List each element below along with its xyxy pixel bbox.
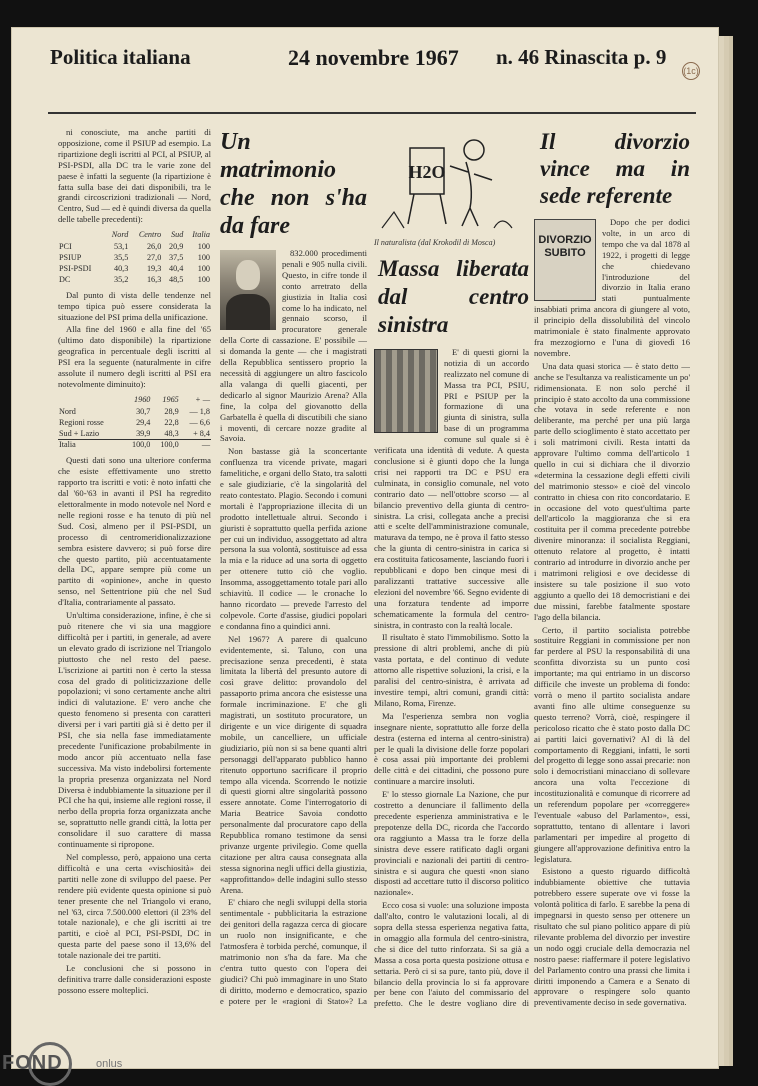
table-row: Sud + Lazio 39,9 48,3 + 8,4: [59, 428, 210, 438]
paragraph: Nel 1967? A parere di qualcuno evidentemente, sì. Taluno, con una precisazione senza precedenti, è stata limitata la libertà del presunto autore di così grave delitto: provandolo del passaporto prima ancora che esistesse una formale incriminazione. E' che gli magistrati, un sostituto procuratore, un dirigente e un vice dirigente di squadra mobile, un cancelliere, un ufficiale giudiziario, più non si sa bene quanti altri personaggi dell'apparato pubblico hanno ritenuto opportuno sacrificare il proprio tempo alla vicenda. Scorrendo le notizie di questi giorni altre singolarità possono essere annotate. Come l'interrogatorio di Maria Beatrice Savoia condotto personalmente dal procuratore capo della Repubblica romano testimone da sensi privanze urgente privilegio. Come quella citazione per altra causa consegnata alla stessa signorina negli uffici della giustizia, «approfittando» delle indagini sullo stesso Arena.: [220, 633, 367, 895]
table-row: PSI-PSDI 40,3 19,3 40,4 100: [59, 263, 210, 273]
table-row: Regioni rosse 29,4 22,8 — 6,6: [59, 417, 210, 427]
paragraph: Le conclusioni che si possono in definitiva trarre dalle considerazioni esposte possono essere molteplici.: [58, 963, 211, 995]
paragraph: Esistono a questo riguardo difficoltà indubbiamente obiettive che tuttavia potrebbero essere superate ove vi fosse la volontà politica di farlo. E sarebbe la pena di impegnarsi in questo senso per ottenere un risultato che sul piano politico appare di più rilevante problema del divorzio per investire un nodo oggi cruciale della democrazia nel nostro paese: riaffermare il potere legislativo del Parlamento contro una prassi che limita i diritti imponendo a Camera e a Senato di approvare o respingere solo quanto preventivamente deciso in sede governativa.: [534, 866, 690, 1008]
paragraph: Una data quasi storica — è stato detto — anche se l'esultanza va realisticamente un po' ridimensionata. E non solo perché il principio è stato accolto da una commissione che votava in sede referente e non deliberante, ma perché per una più larga parte dello scioglimento è stato accettato per i soli matrimoni civili. Resta intatti da approvare l'ultimo comma dell'articolo 1 quello in cui si dichiara che il divorzio «determina la cessazione degli effetti civili del matrimonio stesso» e cioè del vincolo contratto in chiesa con rito concordatario. E in occasione del voto quest'ultima parte dell'articolo la maggioranza che si era costituita per il comma precedente potrebbe divenire minoranza: il socialista Reggiani, ottenuto relatore al progetto, è intatti contrario ad introdurre in divorzio anche per i matrimoni religiosi e ove decidesse di insistere su tale posizione il suo voto aggiunto a quello dei 18 democristiani e dei due missini, farebbe fatalmente spostare l'ago della bilancia.: [534, 360, 690, 622]
column-divorzio: [534, 128, 690, 1008]
portrait-photo: [220, 250, 276, 330]
paragraph: Dopo che per dodici volte, in un arco di tempo che va dal 1878 al 1922, i progetti di legge che chiedevano l'introduzione del divorzio in Italia erano stati puntualmente insabbiati prima ancora di giungere al voto, il principio della dissolubilità del vincolo matrimoniale è stato finalmente approvato fra mezzogiorno e l'una di giovedì 16 novembre.: [534, 217, 690, 358]
paragraph: E' di questi giorni la notizia di un accordo realizzato nel comune di Massa tra PCI, PSIU, PRI e PSIUP per la formazione di una giunta di sinistra, sulla base di un programma comune sul quale si è verificata una identità di vedute. A questa conclusione si è giunti dopo che la lunga crisi nei rapporti tra DC e PSU era culminata, in consiglio comunale, nel voto contrario dato — nell'ottobre scorso — al bilancio preventivo della giunta di centro-sinistra. La crisi, collegata anche a precisi atti e scelte dell'amministrazione comunale, maturava da tempo, ne è prova il fatto stesso che la giunta di centro-sinistra in carica si era costituita faticosamente, lasciando fuori i repubblicani e dopo ben cinque mesi di paralizzanti trattative successive alle elezioni del novembre '66. Segno evidente di una forzatura tendente ad imporre schematicamente la formula del centro-sinistra, in contrasto con la realtà locale.: [374, 346, 529, 630]
paragraph: ni conosciute, ma anche partiti di opposizione, come il PSIUP ad esempio. La ripartizione degli iscritti al PCI, al PSIUP, al PSI-PSDI, alla DC tra le varie zone del paese è infatti la seguente (la ripartizione è fatta sulla base dei dati disponibili, tra le grandi circoscrizioni tradizionali — Nord, Centro, Sud — ed è quindi diversa da quella delle tabelle precedenti):: [58, 127, 211, 225]
cartoon-label: H2O: [408, 162, 446, 182]
table-header: Italia: [192, 230, 210, 240]
table-total-row: Italia 100,0 100,0 —: [59, 440, 210, 450]
table-row: PSIUP 35,5 27,0 37,5 100: [59, 252, 210, 262]
table-row: PCI 53,1 26,0 20,9 100: [59, 242, 210, 252]
table-header: Centro: [138, 230, 162, 240]
table-header: Nord: [111, 230, 129, 240]
poster-text: DIVORZIO SUBITO: [538, 234, 592, 259]
paragraph: Il risultato è stato l'immobilismo. Sotto la pressione di altri problemi, anche di più vasta portata, e del continuo di vedute attorno alle rispettive soluzioni, la crisi, e la paralisi del centro-sinistra, è arrivata ad investire tempi, altri comuni, grandi città: Milano, Roma, Firenze.: [374, 632, 529, 708]
table-header: [58, 229, 104, 242]
watermark-text: FOND: [2, 1052, 63, 1074]
paragraph: Non bastasse già la sconcertante confluenza tra vicende private, magari famelitiche, e organi dello Stato, tra salotti e sale giudiziarie, c'è la singolarità del reato contestato. Plagio. Secondo i comuni mortali è l'appropriazione illecita di un prodotto intellettuale altrui. Secondo i giuristi è soprattutto quella perfida azione per cui un individuo, assoggettato ad altra persona la sua volontà, sostituisce ad essa la mia e la riduce ad una sorta di oggetto per ottenere tutto ciò che voglio. Insomma, assoggettamento totale pari allo schiavitù. Il codice — le cronache lo hanno ricordato — prevede l'arresto del colpevole. Corte d'assise, giudici popolari e condanna fino a quindici anni.: [220, 446, 367, 631]
column-left: [58, 127, 211, 997]
paragraph: E' lo stesso giornale La Nazione, che pur costretto a denunciare il fallimento della precedente esperienza amministrativa e le prepotenze della DC, ricorda che l'accordo ora raggiunto a Massa tra le forze della sinistra deve essere ratificato dagli organi provinciali e nazionali dei partiti di centro-sinistra e si augura che questi «non siano disposti ad accettare tutto il discorso politico nazionale».: [374, 789, 529, 898]
paragraph: Alla fine del 1960 e alla fine del '65 (ultimo dato disponibile) la ripartizione geografica in percentuale degli iscritti al PSI era la seguente (naturalmente in cifre assolute il numero degli iscritti al PSI era notevolmente diminuito):: [58, 324, 211, 389]
column-matrimonio: [220, 128, 367, 1008]
psi-trend-table: 1960 1965 + — Nord 30,7 28,9 — 1,8 Regioni rosse 29,4 22,8 — 6,6 Sud + Lazio 39,9 48,3 + 8,4 Italia 100,0 100,0 —: [59, 394, 210, 450]
paragraph: Nel complesso, però, appaiono una certa difficoltà e una certa «vischiosità» dei partiti nelle zone di sviluppo del paese. Per rendere più evidente questa opinione si può tener presente che nel Triangolo vi erano, nel '63, circa 7.500.000 elettori (il 23% del totale nazionale), e che gli iscritti ai tre partiti, e cioè al PCI, PSI-PSDI, DC in questa parte del paese sono il 13,6% del totale nazionale dei tre partiti.: [58, 852, 211, 961]
article-title-massa: Massa liberata dal centro sinistra: [378, 255, 529, 337]
cartoon-illustration: [374, 128, 519, 236]
table-row: Nord 30,7 28,9 — 1,8: [59, 406, 210, 416]
building-photo: [374, 349, 438, 433]
article-title-matrimonio: Un matrimonio che non s'ha da fare: [220, 129, 367, 239]
article-title-divorzio: Il divorzio vince ma in sede referente: [540, 129, 690, 208]
table-row: DC 35,2 16,3 48,5 100: [59, 274, 210, 284]
paragraph: Questi dati sono una ulteriore conferma che esiste effettivamente uno stretto rapporto tra iscritti e voti: è noto infatti che dal '60-'63 in avanti il PSI ha regredito elettoralmente in modo notevole nel Nord e nelle regioni rosse e ha tenuto di più nel Sud. Così, almeno per il PSI-PSDI, un processo di centromeridionalizzazione sembra esistere davvero; si può forse dire che questo partito, più accentuatamente della DC, appare sempre più come un partito di «opinione», anche in questo senso, nel Settentrione più che nel Sud d'Italia, contrariamente al passato.: [58, 455, 211, 608]
paragraph: Certo, il partito socialista potrebbe sostituire Reggiani in commissione per non far perdere al PSU la responsabilità di una sconfitta divorzista su un punto così importante; ma qui entriamo in un discorso difficile che investe un problema di fondo: vorrà o meno il partito socialista andare avanti fino alle ultime conseguenze su questo terreno? Vorrà, cioè, respingere il pericoloso ricatto che è stato posto dalla DC ai partiti laici governativi? Al di là del comportamento di Reggiani, infatti, le sorti del progetto di legge sono assai precarie: non solo i democristiani minacciano di sollevare ancora una volta l'eccezione di incostituzionalità e comunque di ricorrere ad un referendum popolare per «correggere» l'eventuale «abuso del Parlamento», essi, soprattutto, tentano di allentare i lavori parlamentari per impedire al progetto di giungere all'approvazione definitiva entro la legislatura.: [534, 624, 690, 864]
page-edge: [729, 36, 733, 1066]
paragraph: Ma l'esperienza sembra non voglia insegnare niente, soprattutto alle forze della destra (esterna ed interna al centro-sinistra) per le quali la divisione delle forze popolari è cosa assai più importante dei problemi delle città e dei cittadini, che possono pure continuare a marcire insoluti.: [374, 710, 529, 787]
watermark-onlus: onlus: [96, 1058, 123, 1070]
column-massa: [374, 128, 529, 1008]
page-header: [50, 45, 690, 75]
paragraph: Un'ultima considerazione, infine, è che si può ritenere che vi sia una maggiore difficoltà per i partiti, in generale, ad avere un elevato grado di iscrizione nel Triangolo piuttosto che nel resto del paese. L'iscrizione ai partiti non è certo la stessa cosa del grado di politicizzazione delle popolazioni; vi sono certamente anche altri indici di valutazione. E' vero anche che questo fenomeno si presenta con caratteri diversi per i vari partiti già si è detto per il PSI, che sia nella fase immediatamente precedente l'unificazione probabilmente in modo ancor più accentuato nella fase successiva. Ma visto indebolirsi fortemente la propria presenza organizzata nel Nord Diversa è indubbiamente la situazione per il PCI che ha qui, insieme alle regioni rosse, il nerbo della propria forza organizzata anche se, soprattutto nelle grandi città, la lotta per consolidare il suo carattere di massa continuamente si ripropone.: [58, 610, 211, 850]
paragraph: 832.000 procedimenti penali e 905 nulla civili. Questo, in cifre tonde il conto arretrato della giustizia in Italia così come lo ha indicato, nel gennaio scorso, il procuratore generale della Corte di cassazione. E' possibile — si domanda la gente — che i magistrati della Repubblica sentissero proprio la necessità di aggiungere un altro fascicolo alla valanga di quelli giacenti, per dedicarlo al signor Maurizio Arena? Alla fine, la colpa del giovanotto della Garbatella è quella di discutibili che siano i moventi, di cercare nozze gradite al Savoia.: [220, 248, 367, 444]
protest-poster-photo: [534, 219, 596, 301]
paragraph: Ecco cosa si vuole: una soluzione imposta dall'alto, contro le valutazioni locali, al di sopra della stessa esperienza negativa fatta, in omaggio alla formula del centro-sinistra, che si dice del tutto rinforzata. Si sa già a Massa a cosa porta questa posizione ottusa e settaria. Però ci si sa pure, tanto più, dove il bilancio della provincia lo si fa approvare per bene con l'aiuto del commissario del prefetto. Che le destre vogliano dire di: [374, 900, 529, 1008]
section-title: Politica italiana: [50, 45, 191, 69]
party-distribution-table: [58, 229, 211, 286]
issue-date: 24 novembre 1967: [288, 45, 459, 70]
issue-number: n. 46 Rinascita p. 9: [496, 45, 667, 69]
header-rule: [48, 112, 696, 114]
table-header: Sud: [171, 230, 184, 240]
paragraph: Dal punto di vista delle tendenze nel tempo tipica può essere considerata la situazione del PSI prima della unificazione.: [58, 289, 211, 322]
paragraph: E' chiaro che negli sviluppi della storia sentimentale - pubblicitaria la estrazione dei genitori della ragazza cerca di giocare un ruolo non insignificante, e che l'atmosfera è torbida perché, comunque, il matrimonio non s'ha da fare. Ma che c'entra tutto questo con l'opera dei giudici? Chi può immaginare in uno Stato di diritto, moderno e democratico, spazio e potere per le «ragioni di Stato»? La: [220, 897, 367, 1006]
handwritten-note: (1c): [682, 62, 700, 80]
cartoon-caption: Il naturalista (dal Krokodil di Mosca): [374, 238, 496, 247]
